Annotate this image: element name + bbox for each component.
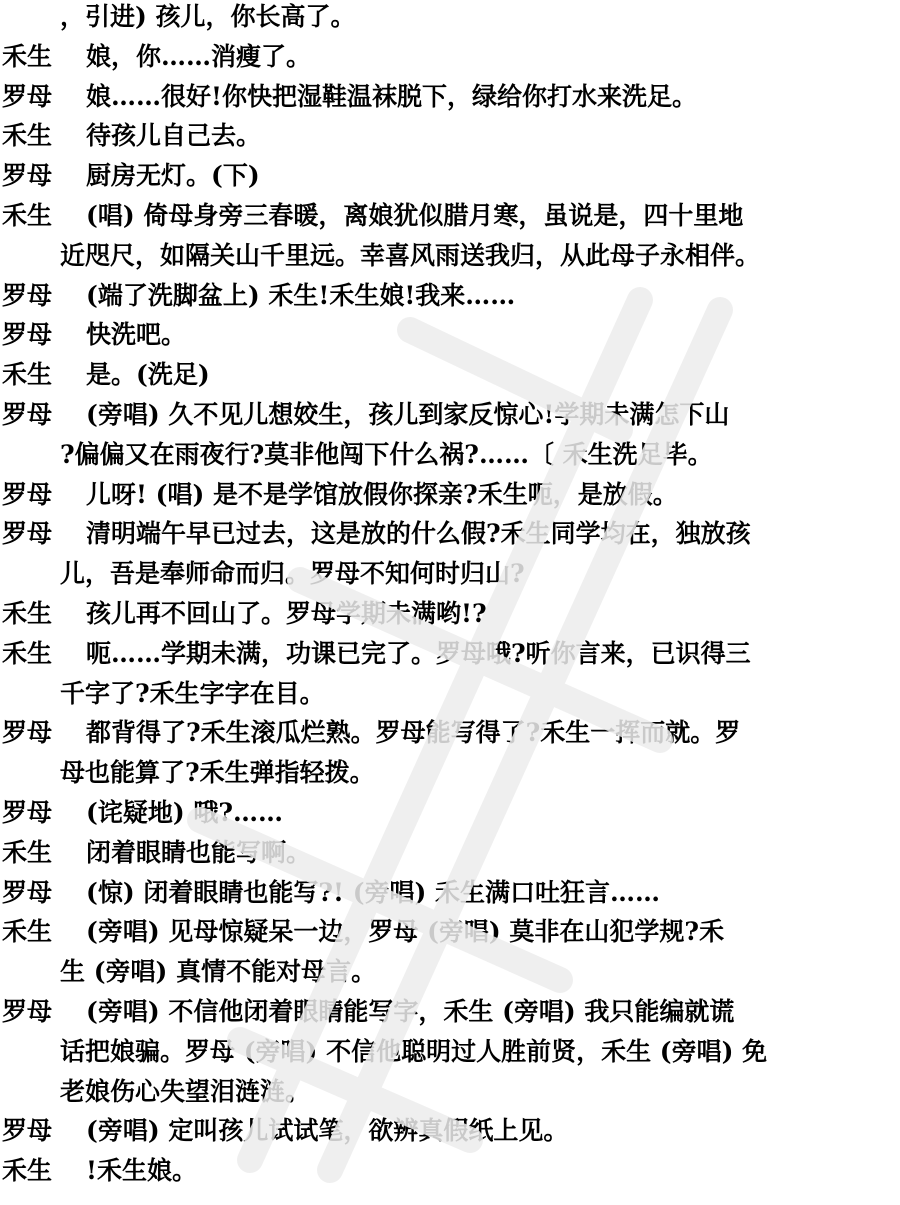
speaker-name: 禾生 (2, 360, 53, 390)
dialogue-text: 话把娘骗。罗母 (旁唱) 不信他聪明过人胜前贤，禾生 (旁唱) 免 (60, 1036, 768, 1066)
speaker-name: 禾生 (2, 599, 53, 628)
dialogue-text: !禾生娘。 (86, 1156, 197, 1186)
speaker-name: 罗母 (2, 1116, 53, 1146)
speaker-name: 罗母 (2, 320, 53, 350)
dialogue-text: (诧疑地) 哦?…… (86, 798, 284, 827)
dialogue-text: 呃……学期未满，功课已完了。罗母哦?听你言来，已识得三 (86, 638, 751, 668)
dialogue-text: (旁唱) 不信他闭着眼睛能写字，禾生 (旁唱) 我只能编就谎 (86, 997, 735, 1026)
dialogue-text: 娘……很好!你快把湿鞋温袜脱下，绿给你打水来洗足。 (86, 81, 697, 111)
speaker-name: 禾生 (2, 638, 53, 668)
speaker-name: 罗母 (2, 161, 53, 191)
speaker-name: 罗母 (2, 798, 53, 827)
dialogue-text: (惊) 闭着眼睛也能写?! (旁唱) 禾生满口吐狂言…… (86, 877, 661, 907)
dialogue-text: 待孩儿自己去。 (86, 121, 262, 151)
speaker-name: 罗母 (2, 718, 53, 748)
dialogue-text: (旁唱) 久不见儿想姣生，孩儿到家反惊心!学期未满怎下山 (86, 400, 730, 429)
dialogue-text: 母也能算了?禾生弹指轻拨。 (60, 758, 375, 788)
dialogue-text: 儿呀! (唱) 是不是学馆放假你探亲?禾生呃，是放假。 (86, 479, 678, 509)
dialogue-text: 厨房无灯。(下) (86, 161, 260, 191)
speaker-name: 禾生 (2, 41, 53, 71)
speaker-name: 禾生 (2, 201, 53, 230)
speaker-name: 罗母 (2, 280, 53, 310)
speaker-name: 罗母 (2, 877, 53, 907)
dialogue-text: 都背得了?禾生滚瓜烂熟。罗母能写得了?禾生一挥而就。罗 (86, 718, 741, 748)
speaker-name: 罗母 (2, 81, 53, 111)
speaker-name: 禾生 (2, 837, 53, 867)
dialogue-text: (旁唱) 见母惊疑呆一边，罗母 (旁唱) 莫非在山犯学规?禾 (86, 917, 725, 947)
speaker-name: 罗母 (2, 479, 53, 509)
dialogue-text: 闭着眼睛也能写啊。 (86, 837, 312, 867)
speaker-name: 罗母 (2, 997, 53, 1026)
dialogue-text: 近咫尺，如隔关山千里远。幸喜风雨送我归，从此母子永相伴。 (60, 240, 761, 270)
dialogue-text: 快洗吧。 (86, 320, 187, 350)
dialogue-text: 千字了?禾生字字在目。 (60, 678, 325, 708)
dialogue-text: (旁唱) 定叫孩儿试试笔，欲辨真假纸上见。 (86, 1116, 569, 1146)
dialogue-text: ?偏偏又在雨夜行?莫非他闯下什么祸?……〔 禾生洗足毕。 (60, 439, 713, 469)
dialogue-text: 儿，吾是奉师命而归。罗母不知何时归山? (60, 559, 525, 589)
dialogue-text: ，引进) 孩儿，你长高了。 (60, 2, 356, 31)
speaker-name: 禾生 (2, 917, 53, 947)
speaker-name: 罗母 (2, 400, 53, 429)
dialogue-text: 娘，你……消瘦了。 (86, 41, 312, 71)
speaker-name: 禾生 (2, 121, 53, 151)
dialogue-text: 生 (旁唱) 真情不能对母言。 (60, 957, 377, 987)
speaker-name: 禾生 (2, 1156, 53, 1186)
dialogue-text: 清明端午早已过去，这是放的什么假?禾生同学均在，独放孩 (86, 519, 751, 549)
dialogue-text: 孩儿再不回山了。罗母学期未满哟!? (86, 599, 487, 628)
dialogue-text: 老娘伤心失望泪涟涟。 (60, 1076, 311, 1106)
dialogue-text: (唱) 倚母身旁三春暖，离娘犹似腊月寒，虽说是，四十里地 (86, 201, 744, 230)
dialogue-text: 是。(洗足) (86, 360, 210, 390)
dialogue-text: (端了洗脚盆上) 禾生!禾生娘!我来…… (86, 280, 516, 310)
speaker-name: 罗母 (2, 519, 53, 549)
